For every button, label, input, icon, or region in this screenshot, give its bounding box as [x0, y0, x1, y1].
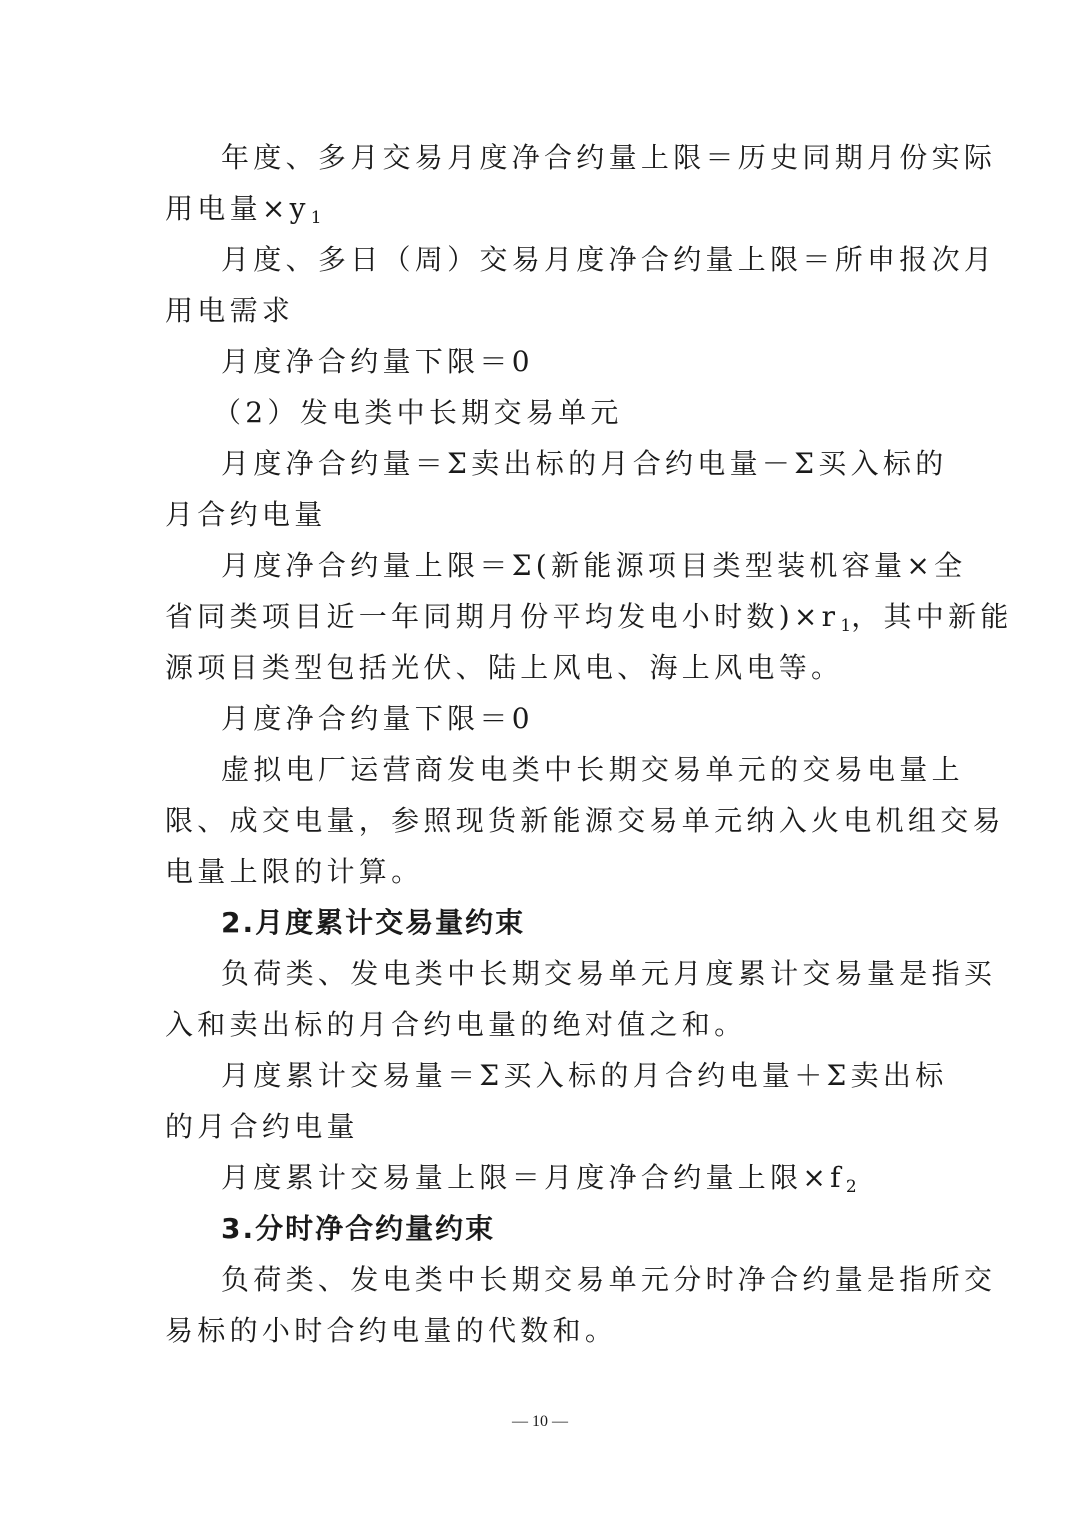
- paragraph-line: 月度、多日（周）交易月度净合约量上限＝所申报次月: [221, 243, 997, 276]
- paragraph-line: 月度净合约量下限＝0: [221, 345, 534, 378]
- paragraph-line: 月度累计交易量上限＝月度净合约量上限$\times f_2$: [221, 1161, 857, 1197]
- document-body: [165, 132, 1013, 1356]
- subscript: 1: [840, 616, 852, 636]
- subscript: 1: [310, 208, 322, 228]
- paragraph-line: 月度净合约量上限＝Σ(新能源项目类型装机容量×全: [221, 549, 967, 582]
- paragraph-line: 电量上限的计算。: [165, 855, 424, 888]
- paragraph-line: 月合约电量: [165, 498, 327, 531]
- paragraph-line: 年度、多月交易月度净合约量上限＝历史同期月份实际: [221, 141, 997, 174]
- section-heading: 2.月度累计交易量约束: [221, 906, 526, 939]
- section-subheading: （2）发电类中长期交易单元: [213, 396, 623, 429]
- page-number: — 10 —: [512, 1413, 568, 1430]
- paragraph-line: 月度累计交易量＝Σ买入标的月合约电量＋Σ卖出标: [221, 1059, 948, 1092]
- paragraph-line: 用电量$\times y_1$: [165, 192, 322, 228]
- section-heading: 3.分时净合约量约束: [221, 1212, 496, 1245]
- paragraph-line: 月度净合约量＝Σ卖出标的月合约电量－Σ买入标的: [221, 447, 948, 480]
- paragraph-line: 用电需求: [165, 294, 295, 327]
- paragraph-line: 虚拟电厂运营商发电类中长期交易单元的交易电量上: [221, 753, 964, 786]
- paragraph-line: 的月合约电量: [165, 1110, 359, 1143]
- paragraph-line: 限、成交电量，参照现货新能源交易单元纳入火电机组交易: [165, 804, 1005, 837]
- subscript: 2: [845, 1177, 857, 1197]
- paragraph-line: 源项目类型包括光伏、陆上风电、海上风电等。: [165, 651, 844, 684]
- paragraph-line: 月度净合约量下限＝0: [221, 702, 534, 735]
- paragraph-line: 入和卖出标的月合约电量的绝对值之和。: [165, 1008, 747, 1041]
- paragraph-line: 易标的小时合约电量的代数和。: [165, 1314, 618, 1347]
- paragraph-line: 省同类项目近一年同期月份平均发电小时数)$\times r_1$，其中新能: [165, 600, 1013, 636]
- paragraph-line: 负荷类、发电类中长期交易单元分时净合约量是指所交: [221, 1263, 997, 1296]
- paragraph-line: 负荷类、发电类中长期交易单元月度累计交易量是指买: [221, 957, 997, 990]
